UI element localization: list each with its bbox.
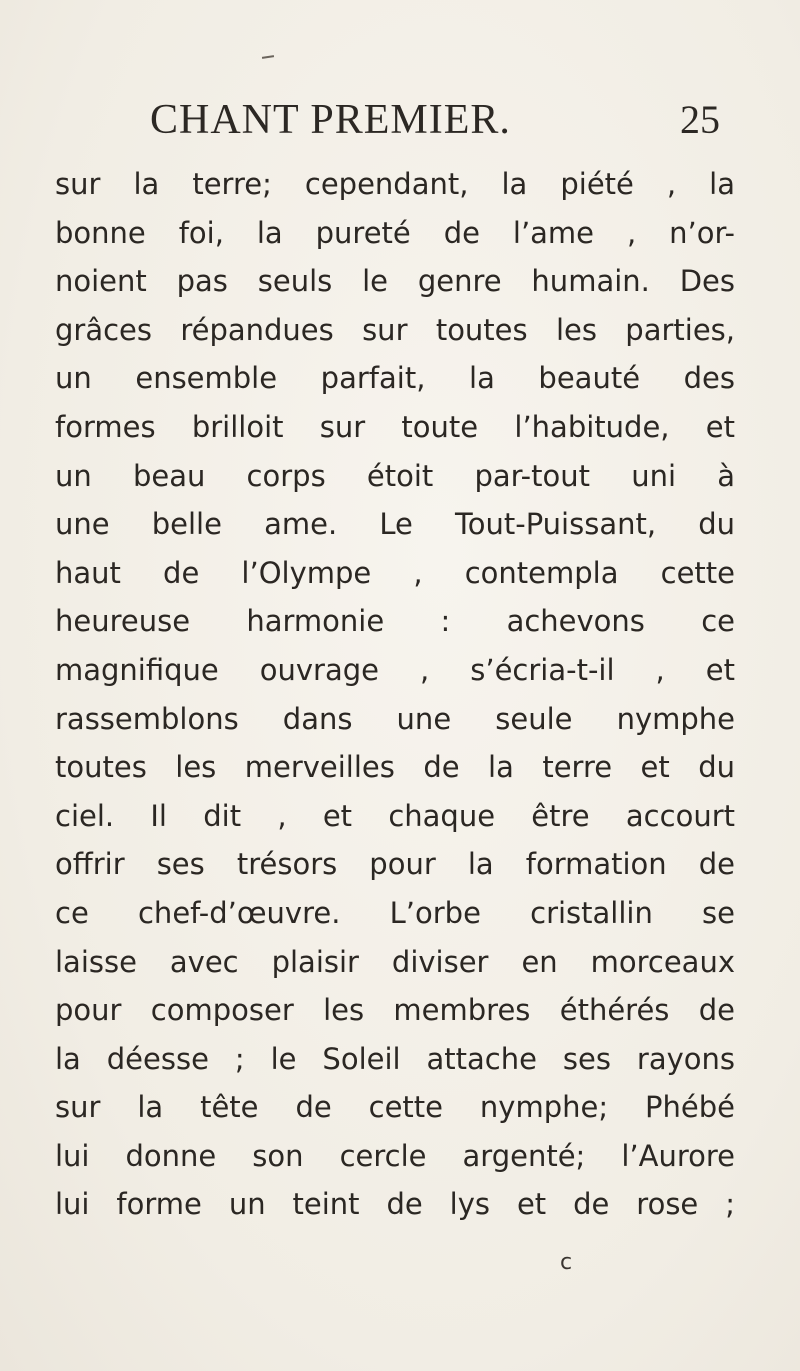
body-text [55, 160, 735, 1229]
text-line: la déesse ; le Soleil attache ses rayons [55, 1041, 735, 1076]
text-line: laisse avec plaisir diviser en morceaux [55, 944, 735, 979]
text-line: magnifique ouvrage , s’écria-t-il , et [55, 652, 735, 687]
text-line: pour composer les membres éthérés de [55, 993, 735, 1028]
text-line: un beau corps étoit par-tout uni à [55, 458, 735, 493]
text-line: lui forme un teint de lys et de rose ; [55, 1187, 735, 1222]
running-head [150, 92, 720, 148]
running-title: CHANT PREMIER. [150, 97, 511, 143]
text-line: noient pas seuls le genre humain. Des [55, 264, 735, 299]
text-line: ce chef-d’œuvre. L’orbe cristallin se [55, 895, 735, 930]
text-line: sur la terre; cependant, la piété , la [55, 167, 735, 201]
text-line: une belle ame. Le Tout-Puissant, du [55, 507, 735, 542]
text-line: grâces répandues sur toutes les parties, [55, 312, 735, 347]
text-line: haut de l’Olympe , contempla cette [55, 555, 735, 590]
text-line: offrir ses trésors pour la formation de [55, 847, 735, 882]
text-line: bonne foi, la pureté de l’ame , n’or- [55, 215, 735, 250]
text-line: toutes les merveilles de la terre et du [55, 750, 735, 785]
text-line: un ensemble parfait, la beauté des [55, 361, 735, 396]
text-line: ciel. Il dit , et chaque être accourt [55, 798, 735, 833]
text-line: rassemblons dans une seule nymphe [55, 701, 735, 736]
text-line: sur la tête de cette nymphe; Phébé [55, 1090, 735, 1125]
printer-mark [262, 55, 274, 59]
text-line: heureuse harmonie : achevons ce [55, 604, 735, 639]
signature-mark: c [560, 1250, 573, 1275]
text-line: formes brilloit sur toute l’habitude, et [55, 409, 735, 444]
text-line: lui donne son cercle argenté; l’Aurore [55, 1138, 735, 1173]
page-number: 25 [680, 97, 720, 142]
